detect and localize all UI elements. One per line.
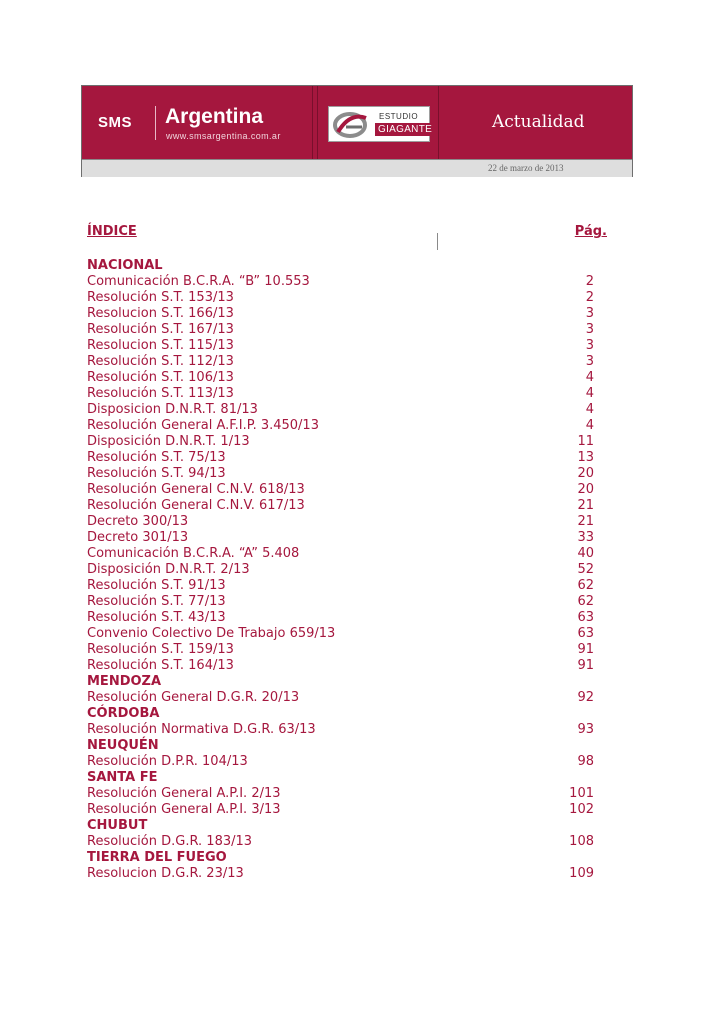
logo-url: www.smsargentina.com.ar xyxy=(166,131,281,141)
entry-page-number: 108 xyxy=(569,834,594,849)
entry-title: Resolución S.T. 94/13 xyxy=(87,466,226,481)
entry-page-number: 3 xyxy=(585,306,594,321)
index-title: ÍNDICE xyxy=(87,224,137,239)
index-entry[interactable] xyxy=(87,690,607,706)
entry-title: Resolucion D.G.R. 23/13 xyxy=(87,866,244,881)
entry-title: Comunicación B.C.R.A. “B” 10.553 xyxy=(87,274,310,289)
index-entry[interactable] xyxy=(87,370,607,386)
entry-title: Resolución General A.F.I.P. 3.450/13 xyxy=(87,418,319,433)
index-entry[interactable] xyxy=(87,658,607,674)
entry-title: Resolución S.T. 75/13 xyxy=(87,450,226,465)
entry-title: Resolución D.G.R. 183/13 xyxy=(87,834,253,849)
entry-page-number: 3 xyxy=(585,338,594,353)
entry-title: Resolución D.P.R. 104/13 xyxy=(87,754,248,769)
entry-title: Disposición D.N.R.T. 2/13 xyxy=(87,562,250,577)
index-entry[interactable] xyxy=(87,274,607,290)
logo-brand-name: Argentina xyxy=(165,105,264,128)
entry-title: Resolución S.T. 159/13 xyxy=(87,642,234,657)
page-column-label: Pág. xyxy=(574,224,607,239)
newsletter-title: Actualidad xyxy=(492,112,585,132)
sms-logo-word: SMS xyxy=(98,114,133,131)
entry-title: Resolución General A.P.I. 3/13 xyxy=(87,802,281,817)
header-date-bar xyxy=(82,159,632,177)
index-entry[interactable] xyxy=(87,578,607,594)
entry-page-number: 3 xyxy=(585,354,594,369)
entry-page-number: 52 xyxy=(577,562,594,577)
index-entry[interactable] xyxy=(87,386,607,402)
spacer xyxy=(87,242,607,258)
giagante-label: GIAGANTE xyxy=(375,123,435,136)
entry-title: Convenio Colectivo De Trabajo 659/13 xyxy=(87,626,336,641)
entry-page-number: 63 xyxy=(577,610,594,625)
entry-page-number: 4 xyxy=(585,370,594,385)
logo-divider xyxy=(155,106,156,140)
section-heading: NACIONAL xyxy=(87,258,163,273)
giagante-logo-icon xyxy=(332,110,372,139)
entry-title: Resolución S.T. 113/13 xyxy=(87,386,234,401)
header-main-bar xyxy=(82,86,632,159)
index-entry[interactable] xyxy=(87,482,607,498)
index-entry[interactable] xyxy=(87,594,607,610)
entry-page-number: 62 xyxy=(577,594,594,609)
estudio-label: ESTUDIO xyxy=(379,112,419,121)
entry-title: Resolucion S.T. 166/13 xyxy=(87,306,234,321)
index-entry[interactable] xyxy=(87,514,607,530)
index-entry[interactable] xyxy=(87,418,607,434)
entry-page-number: 109 xyxy=(569,866,594,881)
entry-page-number: 2 xyxy=(585,290,594,305)
entry-page-number: 62 xyxy=(577,578,594,593)
index-header xyxy=(87,224,607,242)
table-of-contents xyxy=(87,224,607,882)
entry-page-number: 4 xyxy=(585,402,594,417)
index-entry[interactable] xyxy=(87,530,607,546)
header-divider xyxy=(438,86,439,159)
index-entry[interactable] xyxy=(87,306,607,322)
index-entry[interactable] xyxy=(87,802,607,818)
entry-title: Decreto 300/13 xyxy=(87,514,189,529)
entry-page-number: 13 xyxy=(577,450,594,465)
index-entry[interactable] xyxy=(87,498,607,514)
entry-page-number: 93 xyxy=(577,722,594,737)
entry-page-number: 20 xyxy=(577,466,594,481)
entry-page-number: 11 xyxy=(577,434,594,449)
entry-title: Resolución S.T. 91/13 xyxy=(87,578,226,593)
index-entry[interactable] xyxy=(87,754,607,770)
entry-page-number: 63 xyxy=(577,626,594,641)
entry-page-number: 20 xyxy=(577,482,594,497)
entry-title: Resolución Normativa D.G.R. 63/13 xyxy=(87,722,316,737)
entry-title: Resolución S.T. 167/13 xyxy=(87,322,234,337)
entry-page-number: 4 xyxy=(585,386,594,401)
index-entry[interactable] xyxy=(87,562,607,578)
entry-page-number: 102 xyxy=(569,802,594,817)
entry-page-number: 21 xyxy=(577,514,594,529)
entry-page-number: 91 xyxy=(577,658,594,673)
entry-title: Resolución S.T. 112/13 xyxy=(87,354,234,369)
estudio-giagante-logo[interactable] xyxy=(328,106,433,142)
issue-date: 22 de marzo de 2013 xyxy=(488,163,564,173)
entry-title: Disposición D.N.R.T. 1/13 xyxy=(87,434,250,449)
header-divider xyxy=(312,86,313,159)
entry-page-number: 2 xyxy=(585,274,594,289)
index-entry[interactable] xyxy=(87,642,607,658)
index-entry[interactable] xyxy=(87,546,607,562)
section-heading: SANTA FE xyxy=(87,770,158,785)
index-entry[interactable] xyxy=(87,290,607,306)
entry-page-number: 91 xyxy=(577,642,594,657)
index-entry[interactable] xyxy=(87,354,607,370)
entry-title: Decreto 301/13 xyxy=(87,530,189,545)
entry-title: Resolución S.T. 153/13 xyxy=(87,290,234,305)
entry-title: Disposicion D.N.R.T. 81/13 xyxy=(87,402,258,417)
entry-title: Resolucion S.T. 115/13 xyxy=(87,338,234,353)
index-entry[interactable] xyxy=(87,466,607,482)
entry-title: Resolución S.T. 106/13 xyxy=(87,370,234,385)
entry-page-number: 98 xyxy=(577,754,594,769)
entry-title: Comunicación B.C.R.A. “A” 5.408 xyxy=(87,546,300,561)
index-entry[interactable] xyxy=(87,722,607,738)
index-entry[interactable] xyxy=(87,338,607,354)
index-entry[interactable] xyxy=(87,786,607,802)
entry-title: Resolución S.T. 164/13 xyxy=(87,658,234,673)
entry-page-number: 101 xyxy=(569,786,594,801)
index-entry[interactable] xyxy=(87,626,607,642)
section-heading: NEUQUÉN xyxy=(87,738,159,753)
index-entry[interactable] xyxy=(87,834,607,850)
index-sections xyxy=(87,258,607,882)
index-entry[interactable] xyxy=(87,866,607,882)
entry-page-number: 92 xyxy=(577,690,594,705)
index-entry[interactable] xyxy=(87,450,607,466)
entry-title: Resolución General C.N.V. 617/13 xyxy=(87,498,305,513)
entry-page-number: 4 xyxy=(585,418,594,433)
entry-page-number: 3 xyxy=(585,322,594,337)
section-heading: TIERRA DEL FUEGO xyxy=(87,850,227,865)
entry-page-number: 21 xyxy=(577,498,594,513)
entry-title: Resolución General A.P.I. 2/13 xyxy=(87,786,281,801)
entry-page-number: 40 xyxy=(577,546,594,561)
index-entry[interactable] xyxy=(87,434,607,450)
header-divider xyxy=(317,86,318,159)
entry-title: Resolución General C.N.V. 618/13 xyxy=(87,482,305,497)
index-entry[interactable] xyxy=(87,610,607,626)
entry-title: Resolución S.T. 43/13 xyxy=(87,610,226,625)
header-banner xyxy=(81,85,633,177)
index-entry[interactable] xyxy=(87,322,607,338)
entry-page-number: 33 xyxy=(577,530,594,545)
index-entry[interactable] xyxy=(87,402,607,418)
entry-title: Resolución S.T. 77/13 xyxy=(87,594,226,609)
section-heading: MENDOZA xyxy=(87,674,162,689)
section-heading: CÓRDOBA xyxy=(87,706,160,721)
entry-title: Resolución General D.G.R. 20/13 xyxy=(87,690,300,705)
section-heading: CHUBUT xyxy=(87,818,148,833)
